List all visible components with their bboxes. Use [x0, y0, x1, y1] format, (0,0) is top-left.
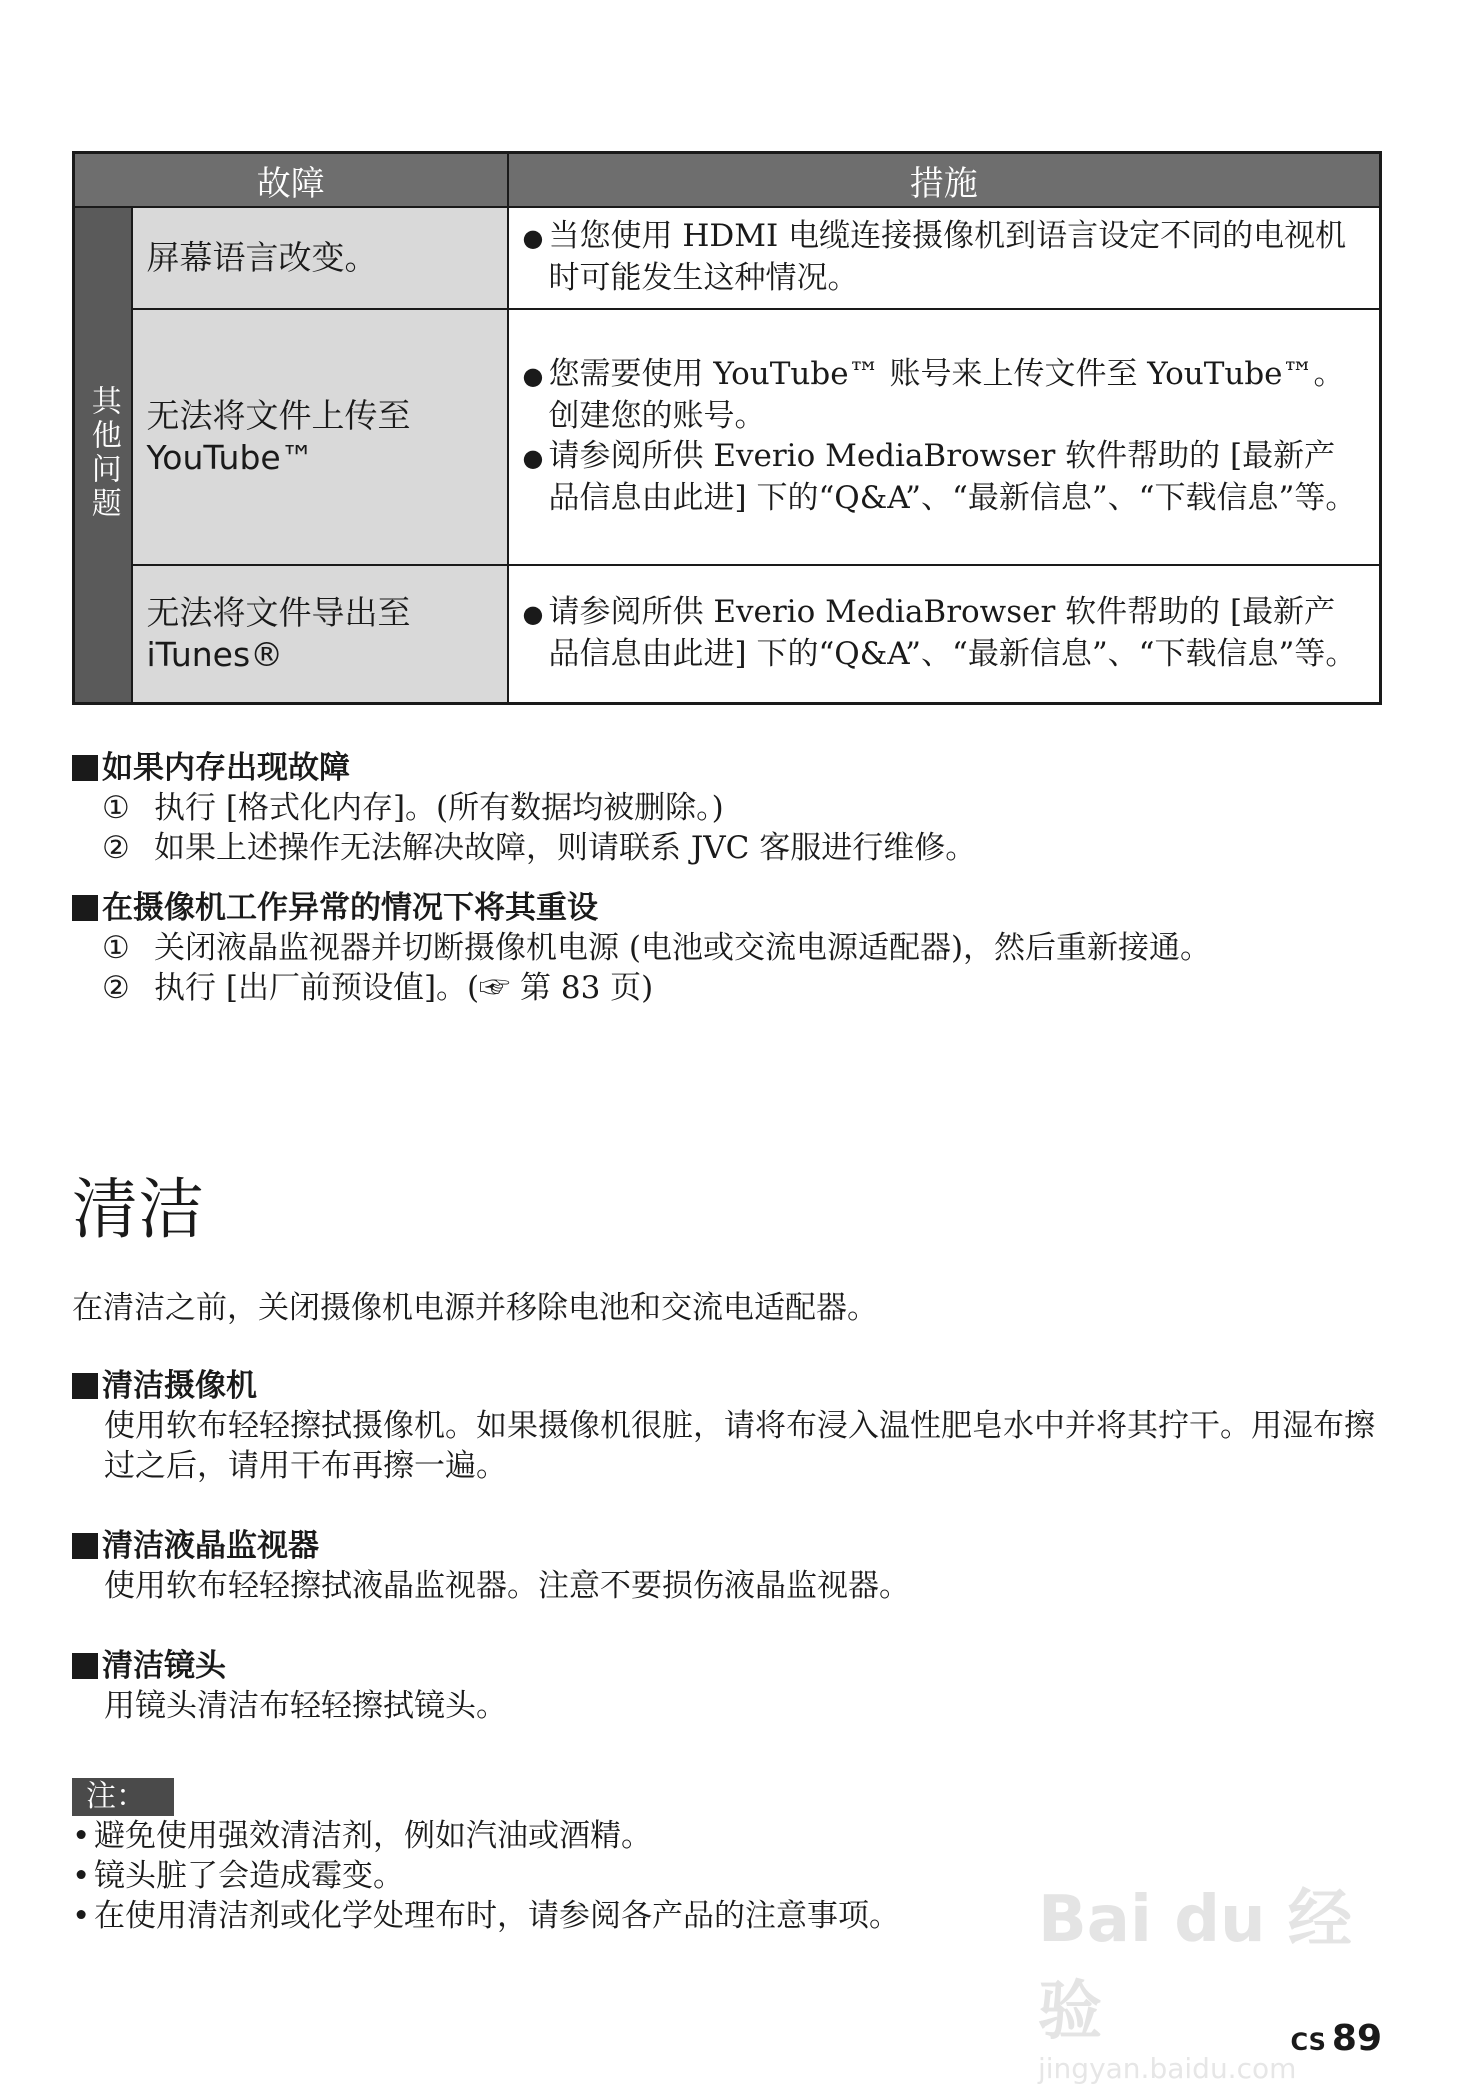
table-row	[74, 565, 1381, 703]
measure-cell	[508, 207, 1381, 309]
measure-cell	[508, 309, 1381, 565]
reset-step: ① 关闭液晶监视器并切断摄像机电源 (电池或交流电源适配器)，然后重新接通。	[102, 930, 1212, 966]
measure-cell	[508, 565, 1381, 703]
reset-step: ② 执行 [出厂前预设值]。(☞ 第 83 页)	[102, 970, 654, 1006]
watermark-logo: Bai du 经验	[1038, 1883, 1352, 2049]
note-item: • 镜头脏了会造成霉变。	[72, 1856, 1382, 1896]
clean-camera-section	[72, 1366, 1382, 1486]
section-title: 清洁摄像机	[72, 1366, 1382, 1406]
fault-cell	[132, 309, 508, 565]
fault-cell	[132, 207, 508, 309]
category-cell	[74, 207, 132, 703]
square-bullet-icon	[72, 755, 98, 781]
measure-item: ● 当您使用 HDMI 电缆连接摄像机到语言设定不同的电视机时可能发生这种情况。	[523, 216, 1366, 298]
cleaning-intro	[72, 1288, 1382, 1328]
fault-text: 无法将文件导出至 iTunes®	[146, 592, 411, 674]
square-bullet-icon	[72, 1533, 98, 1559]
note-badge: 注：	[72, 1778, 174, 1816]
memory-step: ② 如果上述操作无法解决故障，则请联系 JVC 客服进行维修。	[102, 830, 977, 866]
troubleshooting-table	[72, 151, 1382, 705]
reset-title: 在摄像机工作异常的情况下将其重设	[72, 888, 1382, 928]
section-text: 使用软布轻轻擦拭摄像机。如果摄像机很脏，请将布浸入温性肥皂水中并将其拧干。用湿布擦过之后，请用干布再擦一遍。	[104, 1408, 1375, 1484]
intro-text: 在清洁之前，关闭摄像机电源并移除电池和交流电适配器。	[72, 1290, 878, 1326]
note-item: • 在使用清洁剂或化学处理布时，请参阅各产品的注意事项。	[72, 1896, 1382, 1936]
reset-section	[72, 888, 1382, 1008]
header-fault: 故障	[74, 153, 508, 208]
table-row	[74, 309, 1381, 565]
watermark-url: jingyan.baidu.com	[1038, 2052, 1297, 2085]
section-text: 用镜头清洁布轻轻擦拭镜头。	[104, 1688, 507, 1724]
table-header-row	[74, 153, 1381, 208]
measure-item: ● 您需要使用 YouTube™ 账号来上传文件至 YouTube™。	[523, 354, 1366, 396]
square-bullet-icon	[72, 1373, 98, 1399]
section-text: 使用软布轻轻擦拭液晶监视器。注意不要损伤液晶监视器。	[104, 1568, 910, 1604]
measure-item: ● 请参阅所供 Everio MediaBrowser 软件帮助的 [最新产品信息由此进] 下的“Q&A”、“最新信息”、“下载信息”等。	[523, 592, 1366, 674]
memory-title: 如果内存出现故障	[72, 748, 1382, 788]
page-number: CS 89	[1290, 2018, 1382, 2059]
table-row	[74, 207, 1381, 309]
memory-step: ① 执行 [格式化内存]。(所有数据均被删除。)	[102, 790, 724, 826]
fault-text: 无法将文件上传至 YouTube™	[146, 396, 411, 477]
page-title: 清洁	[72, 1171, 204, 1248]
note-item: • 避免使用强效清洁剂，例如汽油或酒精。	[72, 1816, 1382, 1856]
clean-lens-section	[72, 1646, 1382, 1726]
square-bullet-icon	[72, 895, 98, 921]
measure-item: 创建您的账号。	[548, 398, 766, 434]
memory-section	[72, 748, 1382, 868]
measure-item: ● 请参阅所供 Everio MediaBrowser 软件帮助的 [最新产品信息由此进] 下的“Q&A”、“最新信息”、“下载信息”等。	[523, 436, 1366, 518]
section-title: 清洁镜头	[72, 1646, 1382, 1686]
language-code: CS	[1290, 2028, 1326, 2056]
fault-text: 屏幕语言改变。	[146, 238, 378, 277]
category-label: 其他问题	[85, 384, 121, 521]
clean-lcd-section	[72, 1526, 1382, 1606]
header-measure: 措施	[508, 153, 1381, 208]
section-title: 清洁液晶监视器	[72, 1526, 1382, 1566]
square-bullet-icon	[72, 1653, 98, 1679]
fault-cell	[132, 565, 508, 703]
cleaning-heading	[72, 1170, 1382, 1250]
